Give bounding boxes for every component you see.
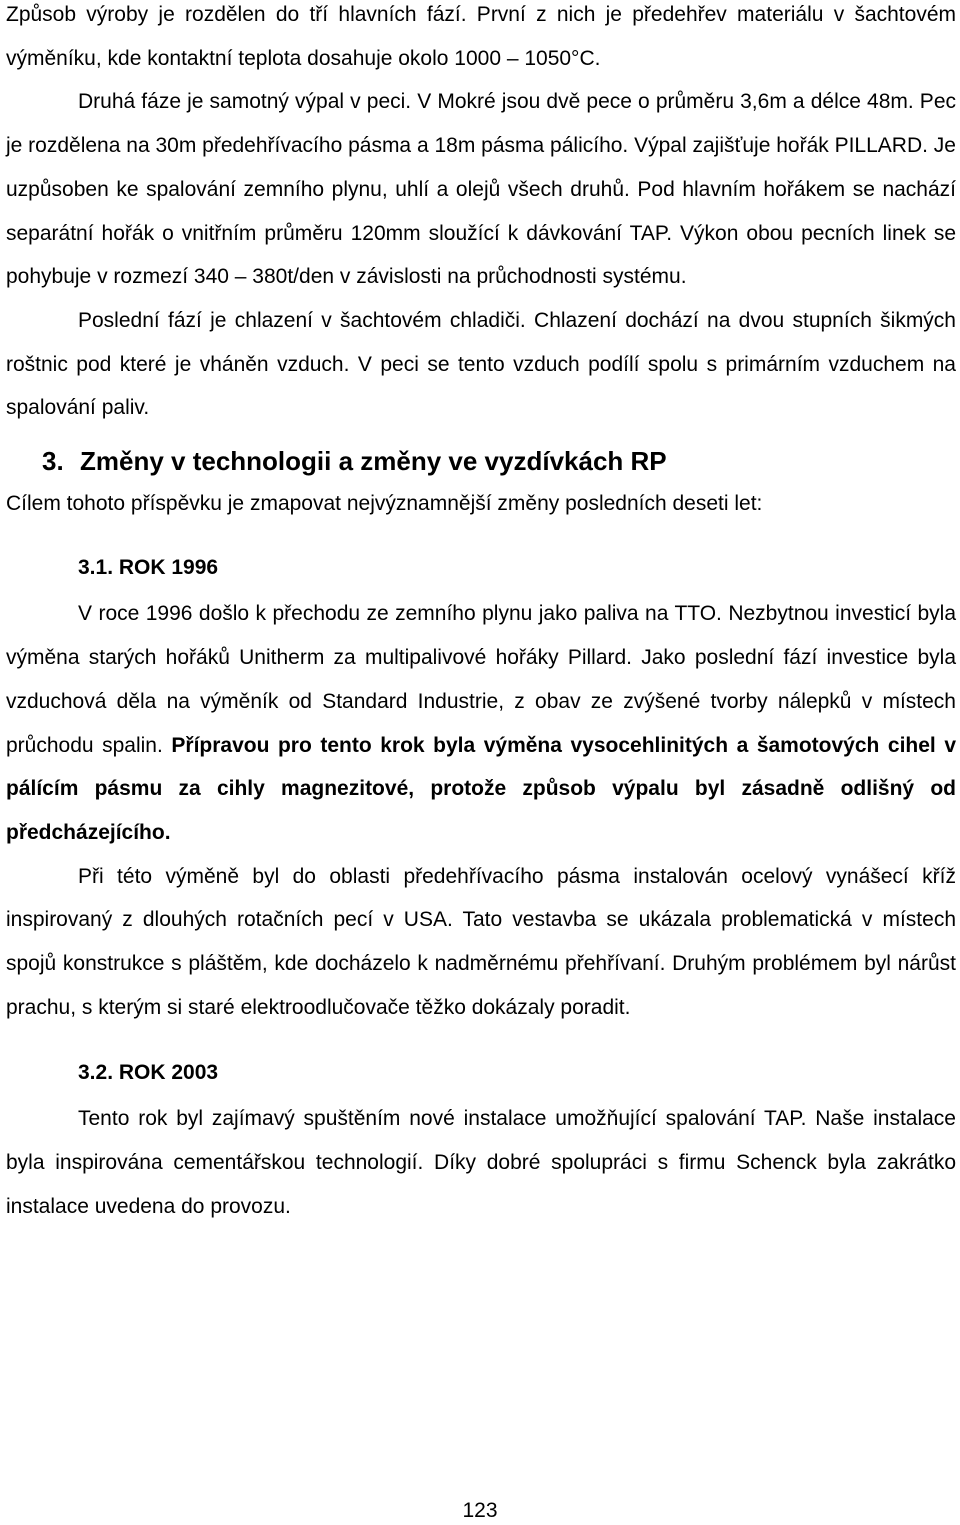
paragraph-1996-text: V roce 1996 došlo k přechodu ze zemního plynu jako paliva na TTO. Nezbytnou investicí byla výměna starých hořáků Unitherm za multipalivové hořáky Pillard. Jako poslední fází investice byla vzduchová děla na výměník od Standard Industrie, z obav ze zvýšené tvorby nálepků v místech průchodu spalin. [6, 602, 956, 757]
paragraph-kiln-firing: Druhá fáze je samotný výpal v peci. V Mokré jsou dvě pece o průměru 3,6m a délce 48m. Pec je rozdělena na 30m předehřívacího pásma a 18m pásma pálicího. Výpal zajišťuje hořák PILLARD. Je uzpůsoben ke spalování zemního plynu, uhlí a olejů všech druhů. Pod hlavním hořákem se nachází separátní hořák o vnitřním průměru 120mm sloužící k dávkování TAP. Výkon obou pecních linek se pohybuje v rozmezí 340 – 380t/den v závislosti na průchodnosti systému. [6, 90, 956, 289]
paragraph-1996-bold-text: Přípravou pro tento krok byla výměna vysocehlinitých a šamotových cihel v pálícím pásmu za cihly magnezitové, protože způsob výpalu byl zásadně odlišný od předcházejícího. [6, 733, 957, 844]
subsection-heading-1996: 3.1. ROK 1996 [78, 555, 219, 579]
section-heading [6, 441, 956, 481]
section-intro: Cílem tohoto příspěvku je zmapovat nejvýznamnější změny posledních deseti let: [6, 492, 763, 516]
page-number: 123 [462, 1499, 498, 1522]
section-title: Změny v technologii a změny ve vyzdívkách RP [80, 446, 667, 477]
paragraph-2003-tap: Tento rok byl zajímavý spuštěním nové instalace umožňující spalování TAP. Naše instalace byla inspirována cementářskou technologií. Díky dobré spolupráci s firmu Schenck byla zakrátko instalace uvedena do provozu. [6, 1107, 956, 1218]
paragraph-1996-changes [6, 592, 956, 854]
document-page [6, 0, 956, 1525]
section-number: 3. [42, 446, 64, 477]
subsection-heading-2003: 3.2. ROK 2003 [78, 1061, 219, 1085]
paragraph-cooling: Poslední fází je chlazení v šachtovém chladiči. Chlazení dochází na dvou stupních šikmých roštnic pod které je vháněn vzduch. V peci se tento vzduch podílí spolu s primárním vzduchem na spalování paliv. [6, 308, 956, 420]
paragraph-1996-preheater: Při této výměně byl do oblasti předehřívacího pásma instalován ocelový vynášecí kříž inspirovaný z dlouhých rotačních pecí v USA. Tato vestavba se ukázala problematická v místech spojů konstrukce s pláštěm, kde docházelo k nadměrnému přehřívaní. Druhým problémem byl nárůst prachu, s kterým si staré elektroodlučovače těžko dokázaly poradit. [6, 864, 956, 1019]
paragraph-production-phases: Způsob výroby je rozdělen do tří hlavních fází. První z nich je předehřev materiálu v šachtovém výměníku, kde kontaktní teplota dosahuje okolo 1000 – 1050°C. [6, 3, 956, 70]
